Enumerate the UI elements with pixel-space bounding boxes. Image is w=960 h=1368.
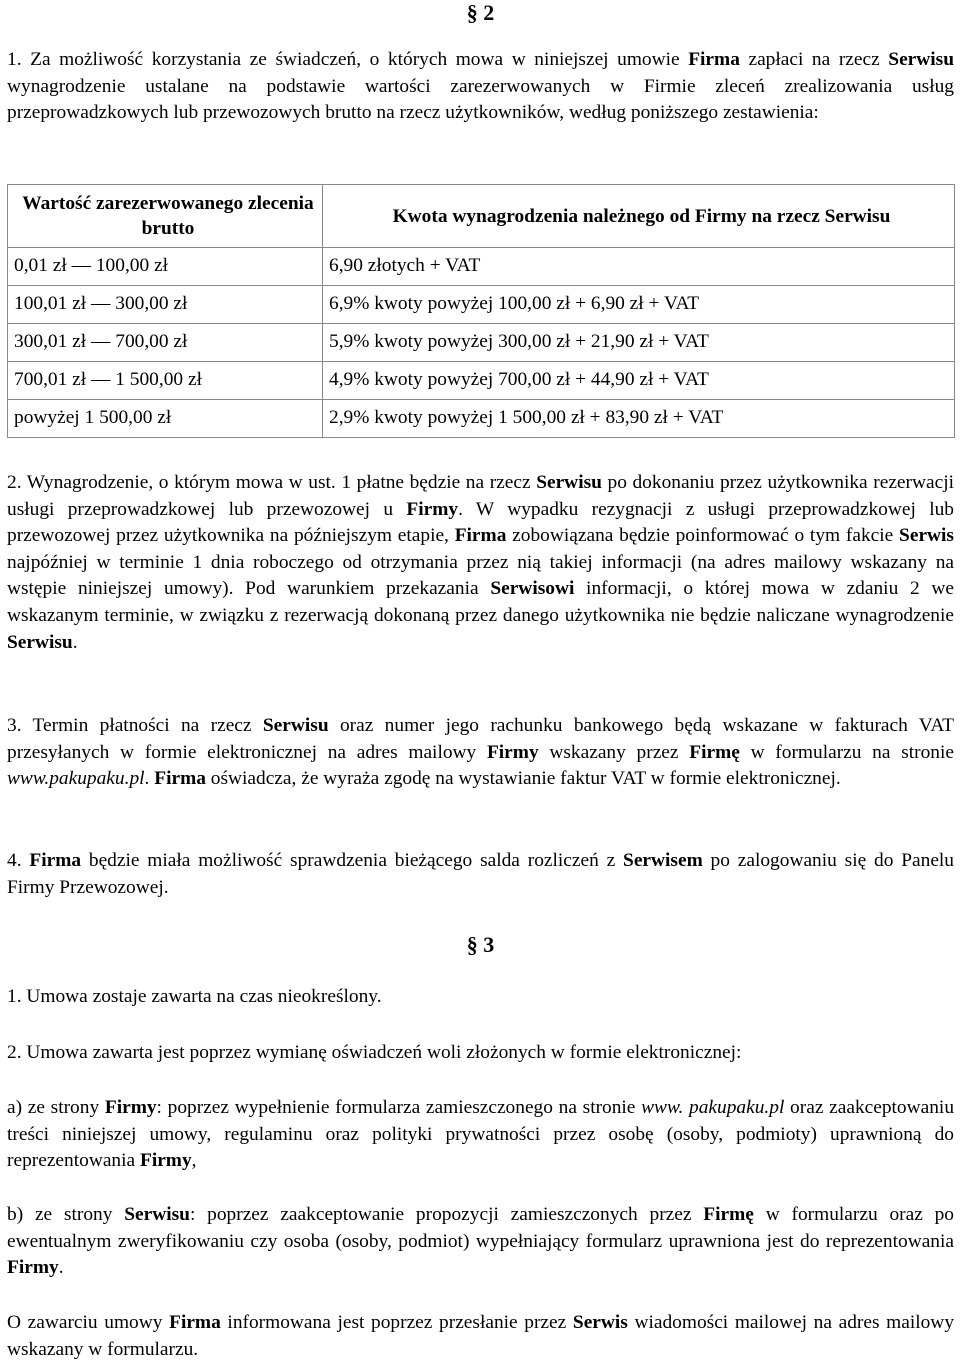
bold-text: Serwisu xyxy=(7,631,73,653)
section-3-paragraph-a xyxy=(7,1095,954,1175)
text: wiadomości mailowej na adres mailowy wskazany w formularzu. xyxy=(7,1312,955,1360)
text: : poprzez zaakceptowanie propozycji zamieszczonych przez xyxy=(189,1204,704,1225)
bold-text: Serwis xyxy=(572,1312,628,1333)
text: zobowiązana będzie poinformować o tym fakcie xyxy=(506,525,900,547)
bold-text: Serwisu xyxy=(124,1204,190,1225)
text: a) ze strony xyxy=(7,1097,105,1118)
section-2-paragraph-3 xyxy=(7,713,954,793)
section-3-paragraph-1: 1. Umowa zostaje zawarta na czas nieokreślony. xyxy=(7,986,382,1007)
text: oraz zaakceptowaniu treści niniejszej umowy, regulaminu oraz polityki prywatności przez osobę (osoby, podmioty) uprawnioną do reprezentowania xyxy=(7,1097,955,1172)
text: będzie miała możliwość sprawdzenia bieżącego salda rozliczeń z xyxy=(81,850,624,871)
section-2-heading: § 2 xyxy=(466,0,495,25)
text: . xyxy=(58,1257,64,1279)
range-cell: 0,01 zł — 100,00 zł xyxy=(8,248,323,286)
text: oświadcza, że wyraża zgodę na wystawianie faktur VAT w formie elektronicznej. xyxy=(205,768,841,790)
text: . xyxy=(72,631,78,653)
section-2-paragraph-1 xyxy=(7,47,954,127)
text: 3. Termin płatności na rzecz xyxy=(7,715,263,736)
table-row xyxy=(8,400,955,438)
bold-text: Firma xyxy=(454,525,507,547)
fee-table xyxy=(7,184,955,438)
table-row xyxy=(8,324,955,362)
section-2-paragraph-4 xyxy=(7,848,954,901)
range-cell: powyżej 1 500,00 zł xyxy=(8,400,323,438)
text: 2. Wynagrodzenie, o którym mowa w ust. 1 płatne będzie na rzecz xyxy=(7,472,537,493)
text: O zawarciu umowy xyxy=(7,1312,170,1333)
fee-cell: 6,9% kwoty powyżej 100,00 zł + 6,90 zł + VAT xyxy=(323,286,955,324)
bold-text: Firmy xyxy=(7,1257,59,1279)
bold-text: Firma xyxy=(29,850,82,871)
text: : poprzez wypełnienie formularza zamieszczonego na stronie xyxy=(156,1097,642,1118)
table-row xyxy=(8,362,955,400)
table-row xyxy=(8,248,955,286)
text: oraz numer jego rachunku bankowego będą wskazane w fakturach VAT przesyłanych w formie elektronicznej na adres mailowy xyxy=(7,715,955,763)
text: . W wypadku rezygnacji z usługi przeprowadzkowej lub przewozowej przez użytkownika na późniejszym etapie, xyxy=(7,498,954,547)
fee-cell: 6,90 złotych + VAT xyxy=(323,248,955,286)
bold-text: Firmy xyxy=(406,498,459,520)
text: po zalogowaniu się do Panelu Firmy Przewozowej. xyxy=(7,850,955,898)
bold-text: Firmy xyxy=(104,1097,157,1118)
table-row xyxy=(8,286,955,324)
section-3-paragraph-b xyxy=(7,1202,954,1282)
website-link[interactable]: www. pakupaku.pl xyxy=(641,1097,785,1118)
range-cell: 700,01 zł — 1 500,00 zł xyxy=(8,362,323,400)
bold-text: Firmę xyxy=(689,741,740,763)
fee-cell: 4,9% kwoty powyżej 700,00 zł + 44,90 zł + VAT xyxy=(323,362,955,400)
bold-text: Serwisowi xyxy=(490,578,575,600)
section-2-paragraph-2 xyxy=(7,470,954,656)
text: informacji, o której mowa w zdaniu 2 we wskazanym terminie, w związku z rezerwacją dokonaną przez danego użytkownika nie będzie naliczane wynagrodzenie xyxy=(7,578,955,626)
bold-text: Firmy xyxy=(139,1150,192,1172)
range-cell: 100,01 zł — 300,00 zł xyxy=(8,286,323,324)
bold-text: Serwisu xyxy=(536,472,602,493)
bold-text: Firma xyxy=(169,1312,221,1333)
text: 4. xyxy=(7,850,30,871)
fee-cell: 2,9% kwoty powyżej 1 500,00 zł + 83,90 zł + VAT xyxy=(323,400,955,438)
text: 1. Za możliwość korzystania ze świadczeń, o których mowa w niniejszej umowie xyxy=(7,49,689,70)
bold-text: Serwisem xyxy=(623,850,703,871)
text: b) ze strony xyxy=(7,1204,125,1225)
text: , xyxy=(191,1150,197,1172)
text: w formularzu oraz po ewentualnym zweryfikowaniu czy osoba (osoby, podmiot) wypełniający formularz uprawniona jest do reprezentowania xyxy=(7,1204,954,1252)
fee-table-header-row xyxy=(8,185,955,248)
bold-text: Firmę xyxy=(703,1204,754,1225)
range-cell: 300,01 zł — 700,00 zł xyxy=(8,324,323,362)
text: najpóźniej w terminie 1 dnia roboczego od otrzymania przez nią takiej informacji (na adres mailowy wskazany na wstępie niniejszej umowy). Pod warunkiem przekazania xyxy=(7,551,954,600)
text: po dokonaniu przez użytkownika rezerwacji usługi przeprowadzkowej lub przewozowej u xyxy=(7,472,954,520)
text: . xyxy=(144,768,155,790)
text: wskazany przez xyxy=(538,741,690,763)
text: informowana jest poprzez przesłanie przez xyxy=(220,1312,573,1333)
text: w formularzu na stronie xyxy=(739,741,954,763)
section-3-paragraph-c xyxy=(7,1310,954,1363)
section-3-heading: § 3 xyxy=(466,932,495,957)
website-link[interactable]: www.pakupaku.pl xyxy=(7,768,145,790)
bold-text: Serwisu xyxy=(888,49,954,70)
bold-text: Serwisu xyxy=(262,715,329,736)
fee-cell: 5,9% kwoty powyżej 300,00 zł + 21,90 zł + VAT xyxy=(323,324,955,362)
header-fee-amount: Kwota wynagrodzenia należnego od Firmy na rzecz Serwisu xyxy=(323,185,955,248)
bold-text: Serwis xyxy=(899,525,954,547)
header-order-value: Wartość zarezerwowanego zlecenia brutto xyxy=(8,185,323,248)
bold-text: Firmy xyxy=(486,741,539,763)
text: wynagrodzenie ustalane na podstawie wartości zarezerwowanych w Firmie zleceń zrealizowania usług przeprowadzkowych lub przewozowych brutto na rzecz użytkowników, według poniższego zestawienia: xyxy=(7,75,954,124)
section-3-paragraph-2: 2. Umowa zawarta jest poprzez wymianę oświadczeń woli złożonych w formie elektronicznej: xyxy=(7,1042,742,1063)
text: zapłaci na rzecz xyxy=(739,49,889,70)
bold-text: Firma xyxy=(688,49,740,70)
bold-text: Firma xyxy=(154,768,206,790)
